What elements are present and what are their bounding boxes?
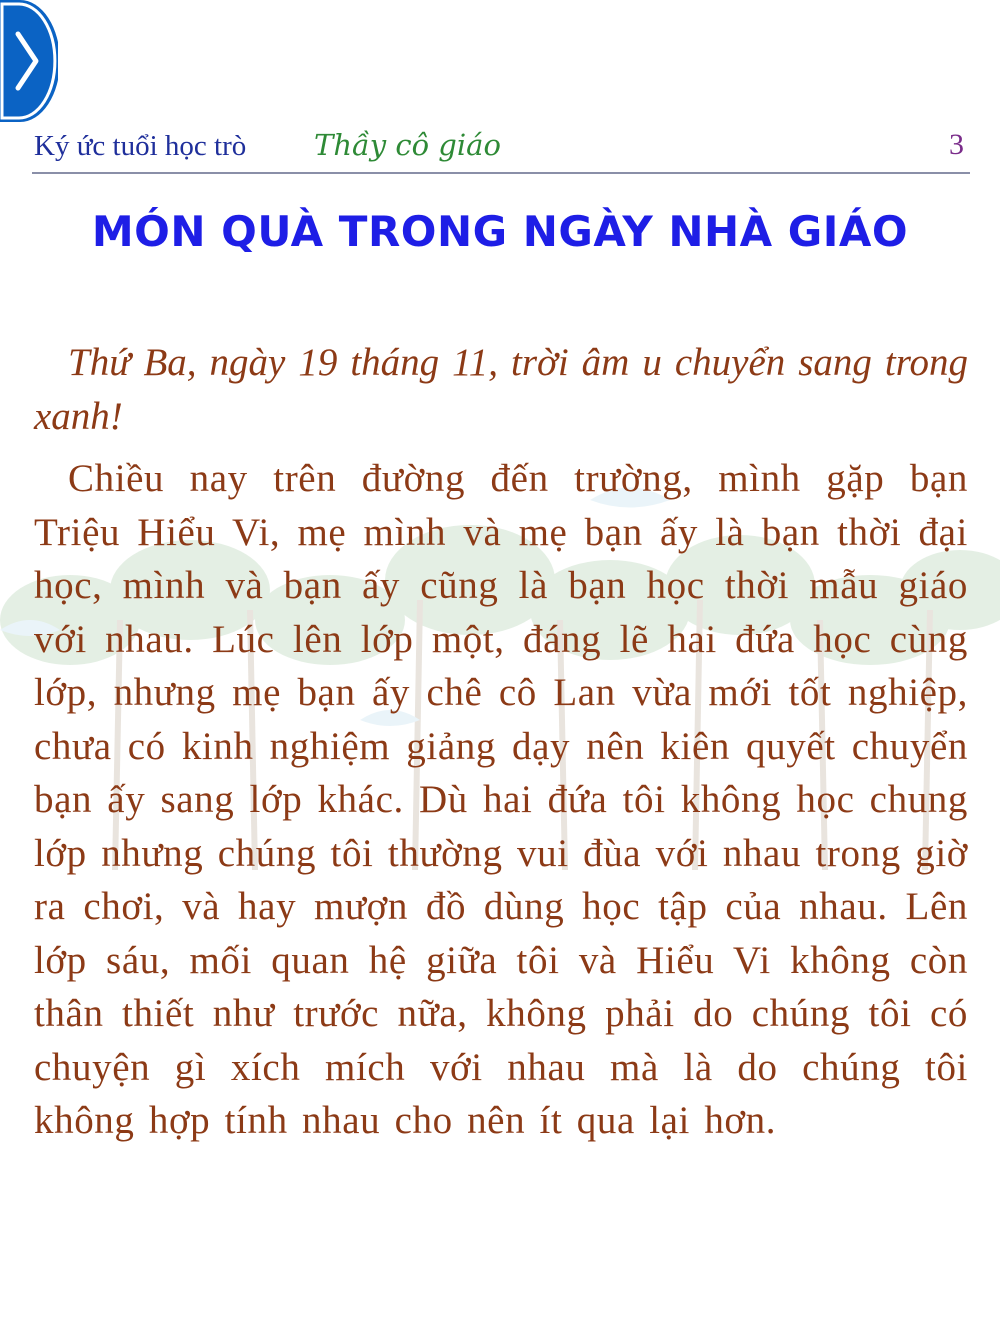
running-header xyxy=(34,126,968,170)
article-title: MÓN QUÀ TRONG NGÀY NHÀ GIÁO xyxy=(91,207,909,256)
date-line: Thứ Ba, ngày 19 tháng 11, trời âm u chuyển sang trong xanh! xyxy=(34,341,968,438)
article-body xyxy=(34,336,968,1148)
chapter-name: Thầy cô giáo xyxy=(314,128,501,162)
body-paragraph: Chiều nay trên đường đến trường, mình gặp bạn Triệu Hiểu Vi, mẹ mình và mẹ bạn ấy là bạn thời đại học, mình và bạn ấy cũng là bạn học thời mẫu giáo với nhau. Lúc lên lớp một, đáng lẽ hai đứa học cùng lớp, nhưng mẹ bạn ấy chê cô Lan vừa mới tốt nghiệp, chưa có kinh nghiệm giảng dạy nên kiên quyết chuyển bạn ấy sang lớp khác. Dù hai đứa tôi không học chung lớp nhưng chúng tôi thường vui đùa với nhau trong giờ ra chơi, và hay mượn đồ dùng học tập của nhau. Lên lớp sáu, mối quan hệ giữa tôi và Hiểu Vi không còn thân thiết như trước nữa, không phải do chúng tôi có chuyện gì xích mích với nhau mà là do chúng tôi không hợp tính nhau cho nên ít qua lại hơn. xyxy=(34,457,968,1142)
chevron-right-icon xyxy=(0,0,58,122)
book-title: Ký ức tuổi học trò xyxy=(34,130,247,162)
header-divider xyxy=(32,172,970,174)
page-number: 3 xyxy=(949,128,964,161)
next-page-tab[interactable] xyxy=(0,0,58,122)
